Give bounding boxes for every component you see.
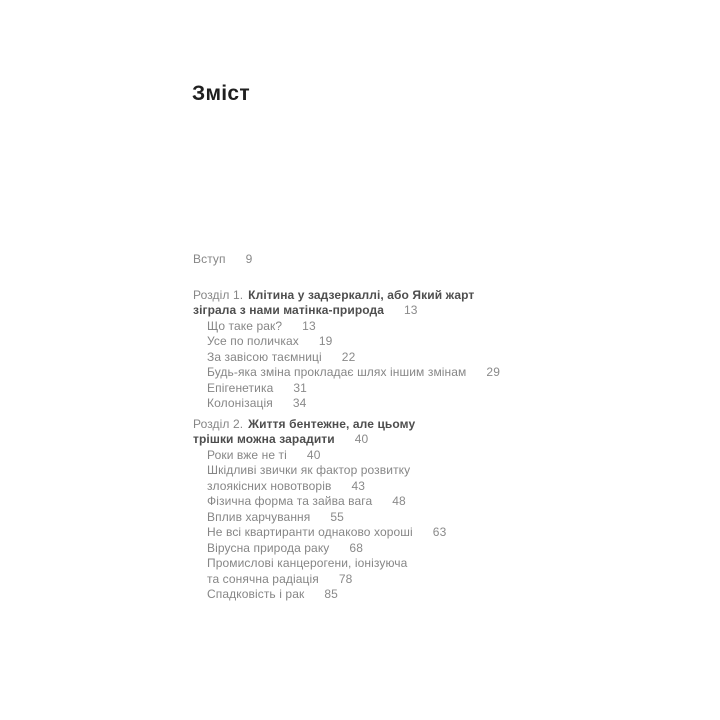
toc-entry [193,494,513,510]
page-number: 85 [324,587,338,601]
toc-entry [193,541,513,557]
toc-entry [193,381,513,397]
toc-entry [193,396,513,412]
page-number: 13 [302,318,316,333]
page-number: 31 [293,380,307,395]
entry-label: Не всі квартиранти однаково хороші [207,525,413,539]
entry-label: Епігенетика [207,380,274,395]
entry-label: Усе по поличках [207,334,299,348]
entry-label: Вступ [193,252,226,266]
entry-label: Колонізація [207,396,273,410]
page-number: 22 [341,349,356,364]
toc-entry [193,448,513,464]
chapter-prefix: Розділ 1. [193,287,244,302]
page-number: 55 [330,509,344,524]
toc-entry [193,334,513,350]
entry-label: Що таке рак? [207,318,283,333]
toc-entry [193,463,513,494]
toc-entry [193,556,513,587]
entry-label: Будь-яка зміна прокладає шлях іншим змінам [207,365,467,379]
toc-chapter-entry [193,288,513,319]
page-number: 34 [292,396,307,410]
page-number: 48 [392,494,406,508]
entry-label: Життя бентежне, але цьому трішки можна зарадити [193,416,416,446]
toc-list [193,252,513,603]
page-title: Зміст [192,82,250,105]
page-number: 9 [245,252,253,266]
page-number: 19 [318,334,333,348]
page-number: 13 [404,303,418,317]
toc-chapter-entry [193,417,513,448]
toc-entry [193,365,513,381]
page-number: 29 [486,365,500,379]
page-number: 78 [338,571,353,586]
entry-label: Клітина у задзеркаллі, або Який жарт зіграла з нами матінка-природа [193,287,475,317]
page-number: 40 [354,432,369,446]
page-number: 43 [351,478,365,493]
entry-label: Шкідливі звички як фактор розвитку злоякісних новотворів [207,463,411,493]
page-number: 63 [432,525,447,539]
entry-label: За завісою таємниці [207,349,322,364]
page-number: 68 [349,540,363,555]
entry-label: Вірусна природа раку [207,540,330,555]
chapter-prefix: Розділ 2. [193,416,244,431]
entry-label: Промислові канцерогени, іонізуюча та сонячна радіація [207,556,408,586]
toc-entry [193,525,513,541]
entry-label: Спадковість і рак [207,587,305,601]
page-number: 40 [306,447,321,462]
toc-entry [193,350,513,366]
toc-entry [193,252,513,268]
entry-label: Вплив харчування [207,509,311,524]
toc-entry [193,319,513,335]
toc-entry [193,510,513,526]
toc-entry [193,587,513,603]
entry-label: Роки вже не ті [207,447,287,462]
entry-label: Фізична форма та зайва вага [207,494,373,508]
